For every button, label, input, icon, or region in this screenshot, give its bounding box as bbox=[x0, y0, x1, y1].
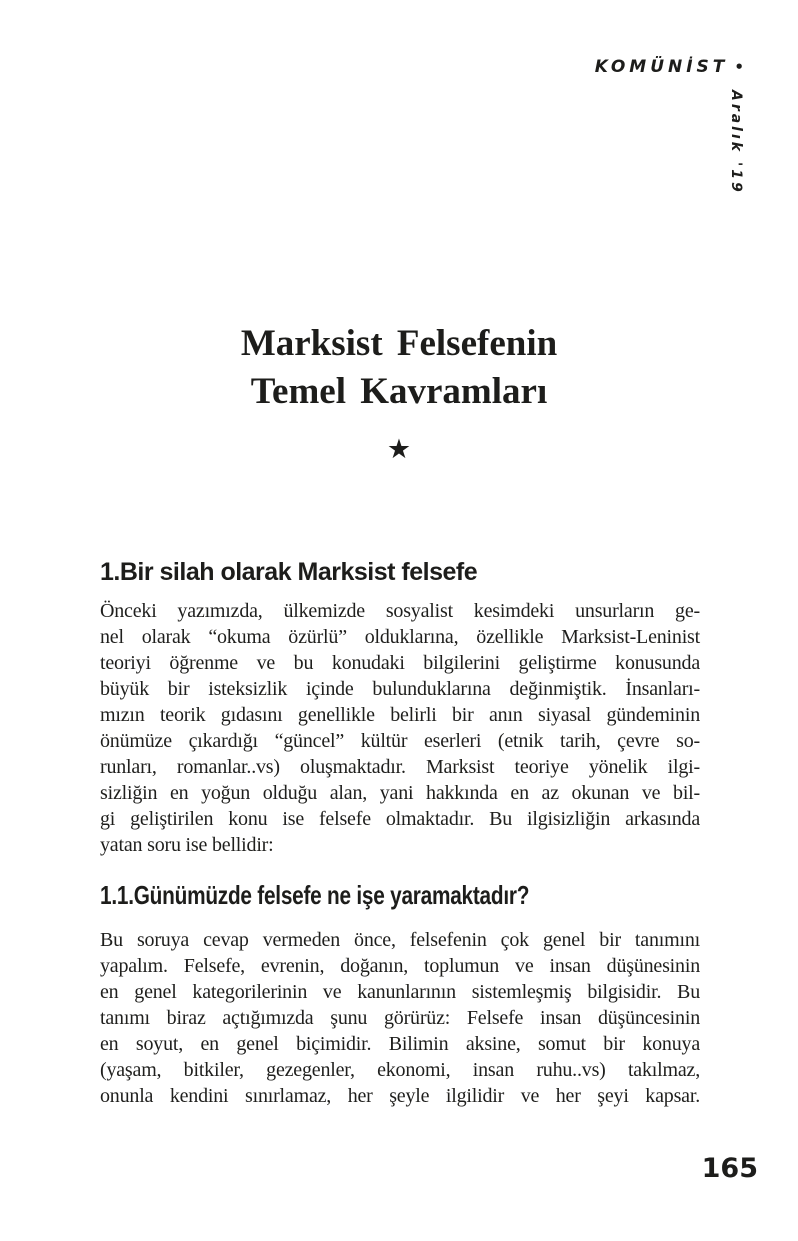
text-line: onunla kendini sınırlamaz, her şeyle ilgilidir ve her şeyi kapsar. bbox=[100, 1085, 700, 1107]
text-line: Önceki yazımızda, ülkemizde sosyalist kesimdeki unsurların ge- bbox=[100, 600, 700, 622]
text-line: mızın teorik gıdasını genellikle belirli bir anın siyasal gündeminin bbox=[100, 704, 700, 726]
text-line: en soyut, en genel biçimidir. Bilimin aksine, somut bir konuya bbox=[100, 1033, 700, 1055]
article-title-line: Marksist Felsefenin bbox=[240, 323, 558, 364]
text-line: önümüze çıkardığı “güncel” kültür eserleri (etnik tarih, çevre so- bbox=[100, 730, 700, 752]
paragraph bbox=[100, 598, 700, 858]
text-line: sizliğin en yoğun olduğu alan, yani hakkında en az okunan ve bil- bbox=[100, 782, 700, 804]
paragraph bbox=[100, 927, 700, 1109]
text-line: büyük bir isteksizlik içinde bulunduklarına değinmiştik. İnsanları- bbox=[100, 678, 700, 700]
magazine-header bbox=[595, 57, 744, 77]
star-icon: ★ bbox=[386, 434, 412, 464]
text-line: tanımı biraz açtığımızda şunu görürüz: Felsefe insan düşüncesinin bbox=[100, 1007, 700, 1029]
text-line: (yaşam, bitkiler, gezegenler, ekonomi, insan ruhu..vs) takılmaz, bbox=[100, 1059, 700, 1081]
text-line: en genel kategorilerinin ve kanunlarının sistemleşmiş bilgisidir. Bu bbox=[100, 981, 700, 1003]
text-line: runları, romanlar..vs) oluşmaktadır. Marksist teoriye yönelik ilgi- bbox=[100, 756, 700, 778]
page-number: 165 bbox=[701, 1153, 758, 1184]
text-line: Bu soruya cevap vermeden önce, felsefenin çok genel bir tanımını bbox=[100, 929, 700, 951]
issue-date-vertical: Aralık '19 bbox=[728, 90, 744, 195]
section-heading: 1.Bir silah olarak Marksist felsefe bbox=[100, 558, 478, 586]
text-line: yatan soru ise bellidir: bbox=[100, 834, 274, 856]
text-line: yapalım. Felsefe, evrenin, doğanın, toplumun ve insan düşünesinin bbox=[100, 955, 700, 977]
header-bullet-icon: • bbox=[734, 58, 744, 76]
text-line: nel olarak “okuma özürlü” olduklarına, özellikle Marksist-Leninist bbox=[100, 626, 700, 648]
subsection-heading bbox=[100, 878, 700, 917]
text-line: teoriyi öğrenme ve bu konudaki bilgilerini geliştirme konusunda bbox=[100, 652, 700, 674]
text-line: gi geliştirilen konu ise felsefe olmaktadır. Bu ilgisizliğin arkasında bbox=[100, 808, 700, 830]
magazine-title: KOMÜNİST bbox=[594, 57, 729, 77]
article-title-line: Temel Kavramları bbox=[250, 371, 548, 412]
article-body bbox=[100, 556, 700, 1109]
subsection-heading-text: 1.1.Günümüzde felsefe ne işe yaramaktadır? bbox=[100, 880, 530, 910]
article-title bbox=[0, 320, 798, 416]
